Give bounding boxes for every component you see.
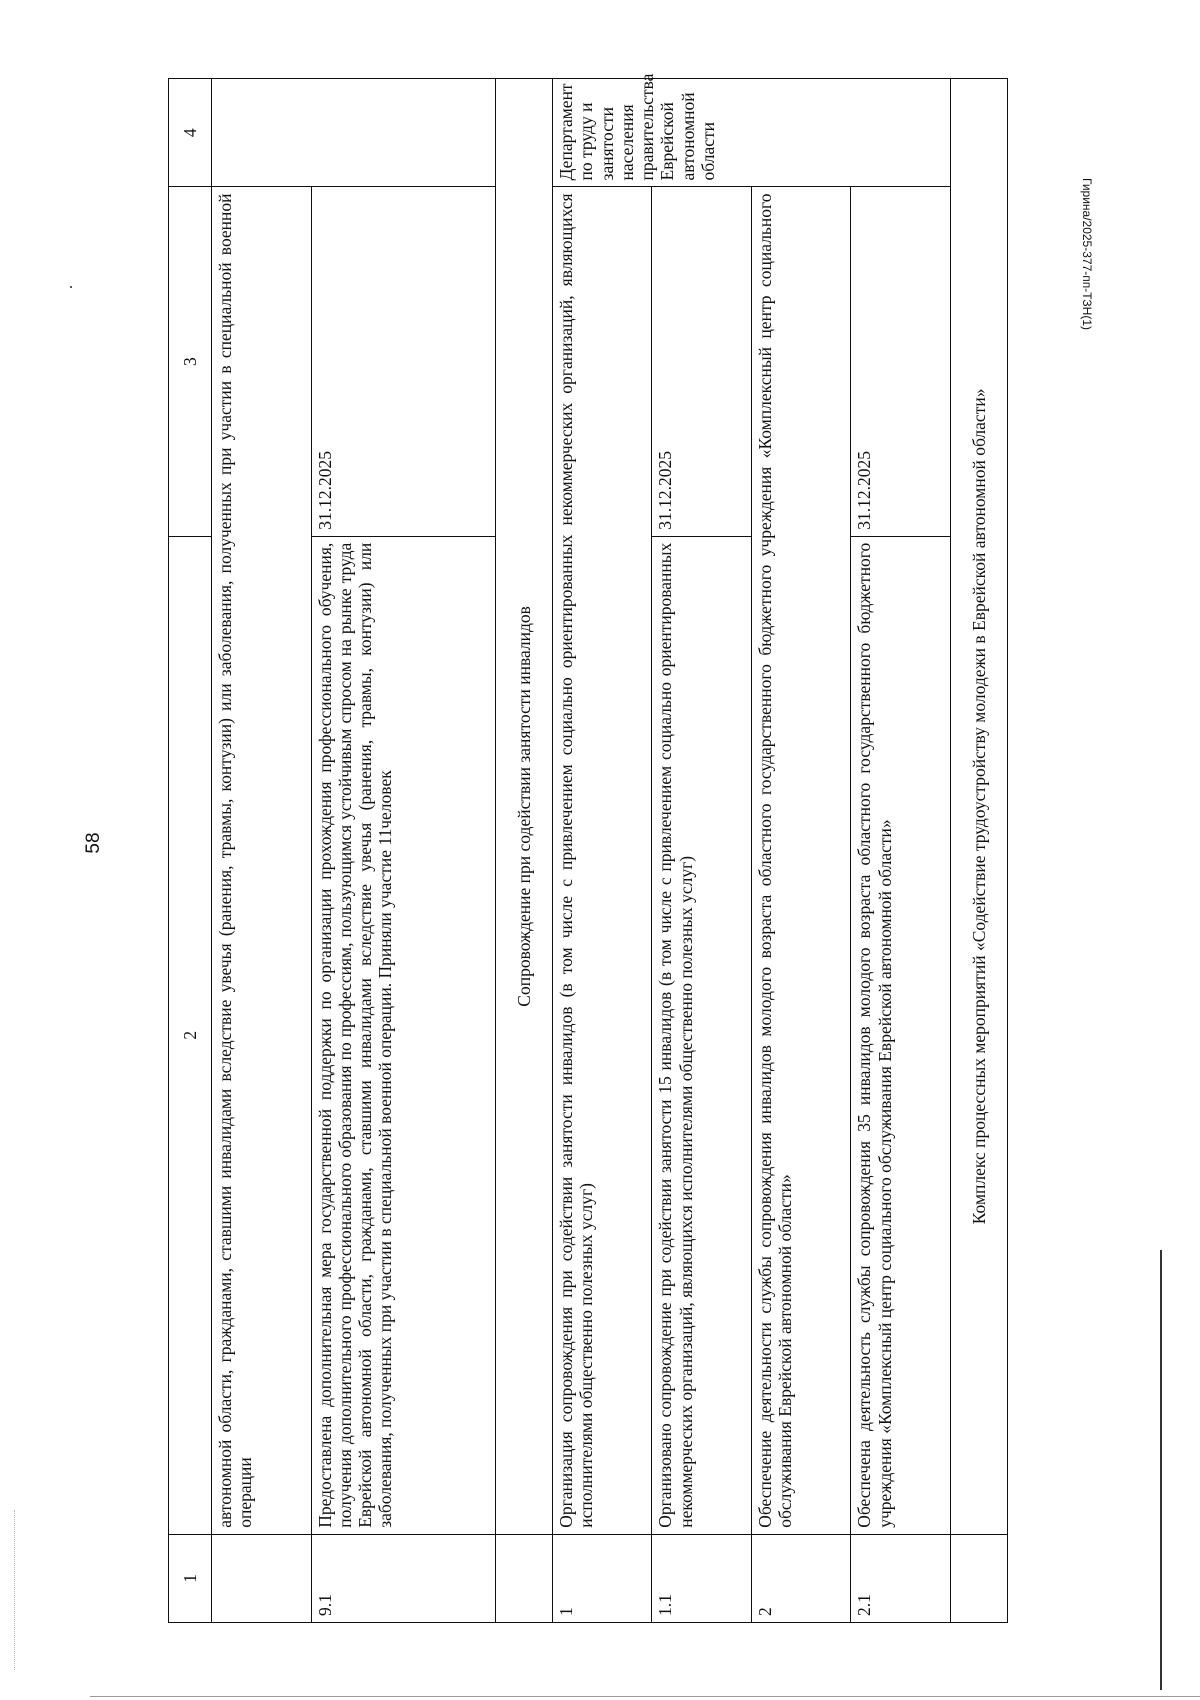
column-number-2: 2 [169,536,212,1534]
row-text: Предоставлена дополнительная мера государственной поддержки по организации прохождения профессионального обучения, получения дополнительного профессионального образования по профессиям, пользующимся устойчивым спросом на рынке труда Еврейской автономной области, гражданами, ставшими инвалидами вследствие увечья (ранения, травмы, контузии) или заболевания, полученных при участии в специальной военной операции. Приняли участие 11человек [311,536,495,1534]
table-row-2 [751,79,851,1623]
row-text: автономной области, гражданами, ставшими инвалидами вследствие увечья (ранения, травмы, контузии) или заболевания, полученных при участии в специальной военной операции [212,187,312,1534]
rotated-table-container [168,73,1008,1623]
table-row-1-1 [652,79,752,1623]
row-number [950,1534,1007,1622]
section-row [950,79,1007,1623]
responsible-cell [212,79,496,187]
scan-artifact [1160,1250,1162,1690]
scan-artifact [70,286,72,288]
scan-artifact [90,1696,1200,1697]
row-number: 2 [751,1534,851,1622]
section-title: Сопровождение при содействии занятости инвалидов [495,79,552,1535]
section-row [495,79,552,1623]
row-number [212,1534,312,1622]
row-text: Обеспечение деятельности службы сопровождения инвалидов молодого возраста областного государственного бюджетного учреждения «Комплексный центр социального обслуживания Еврейской автономной области» [751,187,851,1534]
section-title: Комплекс процессных мероприятий «Содействие трудоустройству молодежи в Еврейской автономной области» [950,79,1007,1535]
row-number: 1.1 [652,1534,752,1622]
row-date: 31.12.2025 [851,187,951,536]
scan-artifact [14,1510,18,1670]
measures-table [168,73,1008,1623]
table-row-2-1 [851,79,951,1623]
table-header-row [169,79,212,1623]
column-number-4: 4 [169,79,212,187]
table-row-1 [552,79,652,1623]
row-number: 9.1 [311,1534,495,1622]
row-text: Организовано сопровождение при содействии занятости 15 инвалидов (в том числе с привлечением социально ориентированных некоммерческих организаций, являющихся исполнителями общественно полезных услуг) [652,536,752,1534]
column-number-1: 1 [169,1534,212,1622]
column-number-3: 3 [169,187,212,536]
page-number: 58 [83,832,104,854]
row-date: 31.12.2025 [311,187,495,536]
row-text: Организация сопровождения при содействии занятости инвалидов (в том числе с привлечением социально ориентированных некоммерческих организаций, являющихся исполнителями общественно полезных услуг) [552,187,652,1534]
document-code: Гирина/2025-377-пп-ТЗН(1) [1080,178,1094,331]
row-date: 31.12.2025 [652,187,752,536]
row-number: 2.1 [851,1534,951,1622]
row-number: 1 [552,1534,652,1622]
row-text: Обеспечена деятельность службы сопровождения 35 инвалидов молодого возраста областного государственного бюджетного учреждения «Комплексный центр социального обслуживания Еврейской автономной области» [851,536,951,1534]
responsible-cell: Департамент по труду и занятости населения правительства Еврейской автономной области [552,79,950,187]
table-row-9-1 [311,79,495,1623]
row-number [495,1534,552,1622]
table-row-continuation [212,79,312,1623]
